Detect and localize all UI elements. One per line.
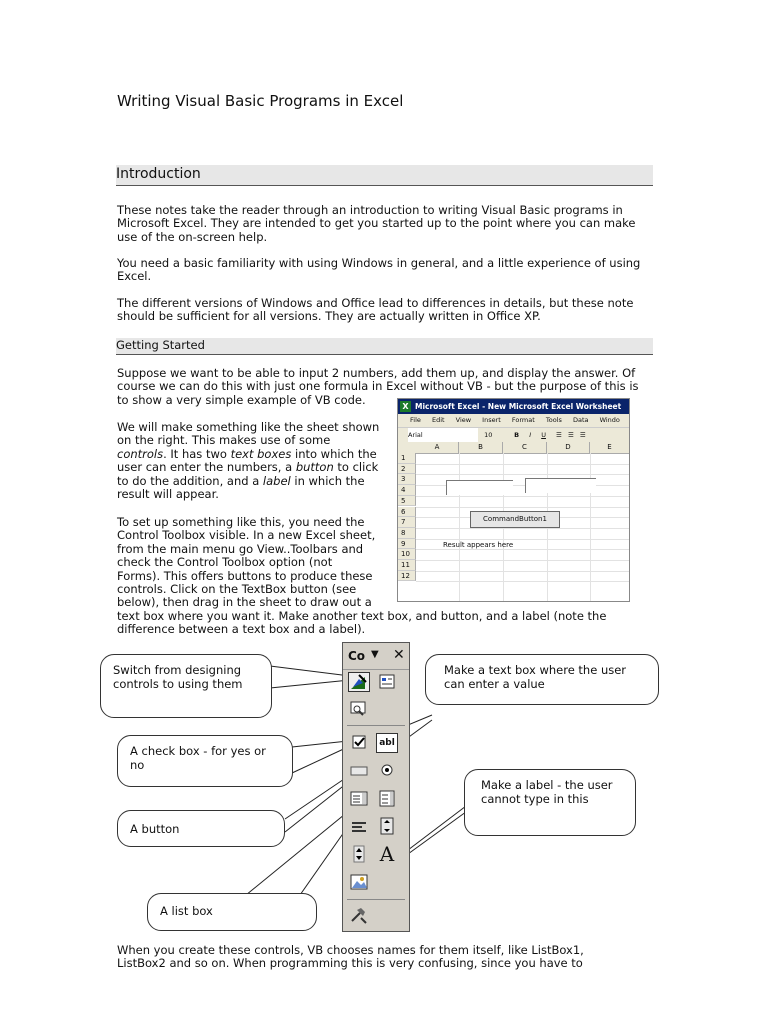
text-line: Suppose we want to be able to input 2 numbers, add them up, and display the answer. Of [117, 366, 636, 380]
callout-button: A button [117, 810, 285, 847]
toolbox-title-bar[interactable] [343, 643, 409, 670]
more-controls-icon[interactable] [348, 906, 370, 926]
scroll-bar-icon[interactable] [376, 817, 398, 837]
emphasis: label [262, 473, 291, 488]
text-line: use of the on-screen help. [117, 229, 268, 244]
toolbox-title: Co [348, 649, 366, 663]
excel-screenshot [397, 398, 630, 602]
text-line: We will make something like the sheet shown [117, 420, 380, 434]
menu-data[interactable]: Data [572, 416, 589, 424]
row-header[interactable]: 2 [398, 464, 416, 475]
text-line [117, 448, 387, 461]
sheet-result-label: Result appears here [443, 541, 514, 549]
italic-button[interactable]: I [529, 431, 532, 439]
text-line: on the right. This makes use of some [117, 433, 331, 448]
grid-line [416, 571, 629, 572]
grid-line [416, 539, 629, 540]
row-header[interactable]: 10 [398, 549, 416, 560]
text-fragment: to click [333, 460, 379, 475]
connector-design-mode-2 [270, 680, 350, 688]
menu-file[interactable]: File [410, 416, 421, 424]
excel-menu-bar [398, 414, 629, 428]
grid-line [416, 560, 629, 561]
text-line: result will appear. [117, 487, 219, 502]
text-line: below), then drag in the sheet to draw out a [117, 595, 372, 610]
design-mode-icon[interactable] [348, 672, 370, 692]
sheet-textbox-2[interactable] [525, 478, 596, 493]
row-header[interactable]: 8 [398, 528, 416, 539]
underline-button[interactable]: U [541, 431, 546, 439]
grid-line [416, 474, 629, 475]
menu-tools[interactable]: Tools [545, 416, 562, 424]
align-right-icon[interactable]: ☰ [579, 431, 586, 439]
text-fragment: user can enter the numbers, a [117, 460, 296, 475]
emphasis: button [295, 460, 334, 475]
option-button-icon[interactable] [376, 761, 398, 781]
text-line: The different versions of Windows and Office lead to differences in details, but these note [117, 296, 634, 310]
connector-design-mode [270, 666, 350, 676]
intro-paragraph-3 [117, 297, 633, 324]
callout-listbox: A list box [147, 893, 317, 931]
column-header[interactable]: E [590, 442, 630, 454]
list-box-icon[interactable] [348, 789, 370, 809]
label-icon[interactable]: A [379, 842, 395, 866]
intro-paragraph-1 [117, 204, 636, 244]
text-line: Control Toolbox visible. In a new Excel sheet, [117, 528, 376, 543]
grid-line [416, 528, 629, 529]
text-line [117, 475, 387, 488]
excel-window-title: Microsoft Excel - New Microsoft Excel Worksheet [415, 402, 622, 411]
sheet-textbox-1[interactable] [446, 480, 513, 495]
connector-label [408, 803, 470, 850]
text-line: Excel. [117, 269, 152, 284]
column-header[interactable]: A [416, 442, 459, 454]
column-header[interactable]: B [459, 442, 503, 454]
menu-insert[interactable]: Insert [482, 416, 501, 424]
row-header[interactable]: 11 [398, 560, 416, 571]
column-header[interactable]: D [547, 442, 590, 454]
excel-logo-icon: X [400, 401, 411, 412]
menu-edit[interactable]: Edit [431, 416, 445, 424]
excel-format-toolbar [398, 428, 629, 443]
sheet-command-button[interactable]: CommandButton1 [470, 511, 560, 528]
toggle-button-icon[interactable] [348, 817, 370, 837]
row-header[interactable]: 7 [398, 517, 416, 528]
spin-button-icon[interactable] [348, 845, 370, 865]
text-line: You need a basic familiarity with using Windows in general, and a little experience of using [117, 256, 641, 270]
text-line: When you create these controls, VB chooses names for them itself, like ListBox1, [117, 943, 584, 957]
row-header[interactable]: 12 [398, 571, 416, 582]
toolbox-separator [347, 725, 405, 726]
bold-button[interactable]: B [514, 431, 520, 439]
text-line: check the Control Toolbox option (not [117, 555, 333, 570]
excel-title-bar [398, 399, 629, 414]
connector-checkbox [292, 741, 348, 747]
grid-line [416, 507, 629, 508]
grid-line [416, 464, 629, 465]
callout-label: Make a label - the user cannot type in this [464, 769, 636, 836]
toolbox-menu-icon[interactable]: ▼ [371, 649, 379, 660]
document-title: Writing Visual Basic Programs in Excel [117, 92, 404, 110]
callout-checkbox: A check box - for yes or no [117, 735, 293, 787]
grid-line [416, 496, 629, 497]
close-icon[interactable]: ✕ [393, 647, 405, 663]
row-header[interactable]: 4 [398, 485, 416, 496]
text-fragment: . It has two [163, 446, 231, 461]
closing-paragraph [117, 944, 657, 971]
row-header[interactable]: 6 [398, 507, 416, 518]
text-fragment: in which the [290, 473, 365, 488]
text-line: course we can do this with just one formula in Excel without VB - but the purpose of this is [117, 379, 639, 394]
image-icon[interactable] [348, 873, 370, 893]
getting-started-paragraph-2 [117, 421, 387, 501]
column-header[interactable]: C [503, 442, 547, 454]
text-line: should be sufficient for all versions. They are actually written in Office XP. [117, 309, 541, 324]
textbox-icon[interactable]: abl [376, 733, 398, 753]
callout-textbox: Make a text box where the user can enter a value [425, 654, 659, 705]
properties-icon[interactable] [376, 672, 398, 692]
text-fragment: into which the [291, 446, 377, 461]
font-size-select[interactable]: 10 [484, 431, 493, 439]
emphasis: controls [117, 446, 164, 461]
connector-label-2 [408, 809, 470, 854]
emphasis: text boxes [230, 446, 292, 461]
align-center-icon[interactable]: ☰ [567, 431, 574, 439]
text-line: controls. Click on the TextBox button (see [117, 582, 357, 597]
intro-paragraph-2 [117, 257, 640, 284]
view-code-icon[interactable] [348, 699, 370, 719]
callout-design-mode: Switch from designing controls to using them [100, 654, 272, 718]
text-line: ListBox2 and so on. When programming this is very confusing, since you have to [117, 956, 583, 971]
text-line: These notes take the reader through an introduction to writing Visual Basic programs in [117, 203, 623, 217]
menu-window[interactable]: Windo [599, 416, 620, 424]
menu-format[interactable]: Format [511, 416, 535, 424]
row-header[interactable]: 5 [398, 496, 416, 507]
excel-grid[interactable] [398, 442, 629, 601]
text-line [117, 461, 387, 474]
text-line: difference between a text box and a label). [117, 622, 366, 637]
text-line: To set up something like this, you need the [117, 515, 365, 529]
section-heading-getting-started: Getting Started [116, 338, 653, 355]
row-header[interactable]: 9 [398, 539, 416, 550]
row-header[interactable]: 1 [398, 453, 416, 464]
text-line: text box where you want it. Make another text box, and button, and a label (note the [117, 608, 607, 623]
text-fragment: to do the addition, and a [117, 473, 263, 488]
font-name-select[interactable]: Arial [408, 428, 478, 442]
toolbox-separator [347, 899, 405, 900]
grid-line [416, 549, 629, 550]
grid-line [416, 581, 629, 582]
text-line: from the main menu go View..Toolbars and [117, 541, 364, 556]
checkbox-icon[interactable] [348, 733, 370, 753]
align-left-icon[interactable]: ☰ [556, 431, 562, 439]
text-line: to show a very simple example of VB code. [117, 392, 366, 407]
row-header[interactable]: 3 [398, 474, 416, 485]
text-line: Forms). This offers buttons to produce these [117, 568, 373, 583]
combo-box-icon[interactable] [376, 789, 398, 809]
text-line: Microsoft Excel. They are intended to get you started up to the point where you can make [117, 216, 636, 231]
command-button-icon[interactable] [348, 761, 370, 781]
control-toolbox [342, 642, 410, 932]
section-heading-introduction: Introduction [116, 165, 653, 186]
menu-view[interactable]: View [455, 416, 472, 424]
